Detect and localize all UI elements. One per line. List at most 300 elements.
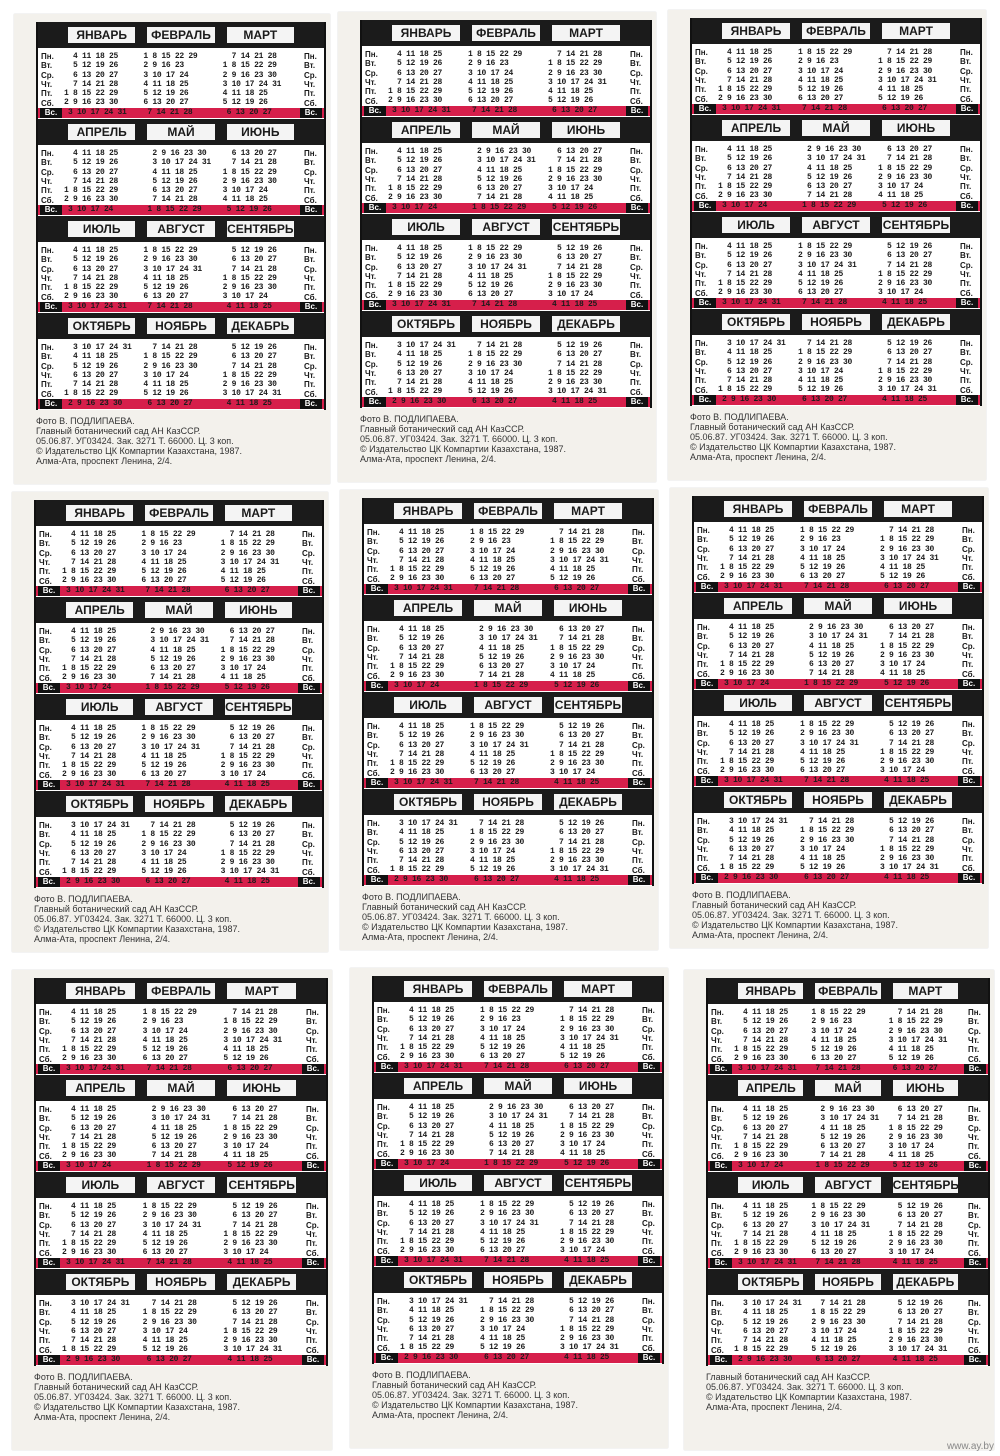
month-dates: 2 9 16 23 30 3 10 17 24 31 4 11 18 25 5 12 19 26 6 13 20 27 7 14 21 28 bbox=[150, 627, 209, 683]
sunday-dates: 5 12 19 26 bbox=[884, 679, 930, 688]
weekday-label: Вт. bbox=[695, 57, 707, 67]
weekday-label: Ср. bbox=[365, 359, 378, 369]
weekday-label: Пн. bbox=[39, 821, 52, 830]
sunday-label: Вс. bbox=[696, 582, 718, 592]
weekday-label: Пт. bbox=[630, 281, 642, 291]
weekday-label: Сб. bbox=[642, 1052, 655, 1062]
month-dates: 4 11 18 25 5 12 19 26 6 13 20 27 7 14 21 28 1 8 15 22 29 2 9 16 23 30 bbox=[62, 530, 117, 586]
sunday-label: Вс. bbox=[964, 1355, 986, 1365]
quarter-block bbox=[708, 1075, 988, 1172]
sunday-label: Вс. bbox=[38, 1064, 60, 1074]
weekday-label: Пн. bbox=[630, 244, 643, 253]
calendar-card bbox=[350, 968, 668, 1448]
weekday-label: Сб. bbox=[302, 867, 315, 877]
weekday-label: Ср. bbox=[41, 361, 54, 371]
month-name: МАРТ bbox=[552, 25, 620, 41]
weekday-label: Пн. bbox=[306, 1202, 319, 1211]
month-name: СЕНТЯБРЬ bbox=[227, 222, 294, 236]
month-name: АВГУСТ bbox=[472, 219, 540, 235]
month-dates: 2 9 16 23 30 3 10 17 24 31 4 11 18 25 5 12 19 26 6 13 20 27 7 14 21 28 bbox=[152, 149, 211, 205]
sunday-label: Вс. bbox=[38, 1161, 60, 1171]
weekday-label: Пт. bbox=[377, 1334, 389, 1344]
weekday-label: Вт. bbox=[642, 1306, 654, 1316]
weekday-label: Пт. bbox=[711, 1142, 723, 1152]
month-name: СЕНТЯБРЬ bbox=[882, 218, 950, 232]
weekday-label: Сб. bbox=[697, 572, 710, 582]
weekday-label: Чт. bbox=[630, 271, 642, 281]
month-name: ДЕКАБРЬ bbox=[884, 792, 952, 808]
weekday-label: Пт. bbox=[960, 376, 972, 386]
weekday-label: Пн. bbox=[377, 1103, 390, 1112]
month-dates: 1 8 15 22 29 2 9 16 23 3 10 17 24 4 11 18 25 5 12 19 26 6 13 20 27 bbox=[800, 526, 855, 582]
month-name: МАРТ bbox=[882, 23, 950, 39]
weekday-label: Вт. bbox=[697, 826, 709, 836]
weekday-label: Пн. bbox=[367, 625, 380, 634]
month-dates: 7 14 21 28 1 8 15 22 29 2 9 16 23 30 3 10 17 24 4 11 18 25 5 12 19 26 bbox=[143, 343, 198, 399]
weekday-label: Пт. bbox=[642, 1237, 654, 1247]
month-name: ИЮНЬ bbox=[564, 1078, 632, 1094]
weekday-label: Вт. bbox=[630, 156, 642, 166]
weekday-label: Чт. bbox=[697, 553, 709, 563]
sunday-dates: 6 13 20 27 bbox=[224, 586, 270, 595]
weekday-label: Пн. bbox=[302, 821, 315, 830]
month-dates: 6 13 20 27 7 14 21 28 1 8 15 22 29 2 9 16 23 30 3 10 17 24 4 11 18 25 bbox=[220, 627, 275, 683]
weekday-label: Сб. bbox=[41, 292, 54, 302]
weekday-label: Пн. bbox=[962, 720, 975, 729]
weekday-label: Чт. bbox=[365, 271, 377, 281]
weekday-label: Пн. bbox=[306, 1105, 319, 1114]
sunday-dates: 3 10 17 24 31 bbox=[68, 108, 127, 117]
weekday-label: Вт. bbox=[695, 348, 707, 358]
weekday-label: Чт. bbox=[632, 749, 644, 759]
weekday-label: Ср. bbox=[711, 1317, 724, 1327]
month-dates: 1 8 15 22 29 2 9 16 23 30 3 10 17 24 31 4 11 18 25 5 12 19 26 6 13 20 27 bbox=[470, 722, 529, 778]
month-dates: 4 11 18 25 5 12 19 26 6 13 20 27 7 14 21 28 1 8 15 22 29 2 9 16 23 30 bbox=[388, 147, 443, 203]
month-name: ФЕВРАЛЬ bbox=[802, 23, 870, 39]
quarter-block bbox=[374, 1267, 662, 1364]
month-dates: 2 9 16 23 30 3 10 17 24 31 4 11 18 25 5 12 19 26 6 13 20 27 7 14 21 28 bbox=[809, 623, 868, 679]
weekday-label: Вт. bbox=[711, 1114, 723, 1124]
month-name: ДЕКАБРЬ bbox=[554, 794, 622, 810]
weekday-label: Ср. bbox=[630, 165, 643, 175]
month-dates: 7 14 21 28 1 8 15 22 29 2 9 16 23 30 3 10 17 24 4 11 18 25 5 12 19 26 bbox=[811, 1299, 866, 1355]
month-name: ФЕВРАЛЬ bbox=[147, 27, 214, 43]
sunday-dates: 7 14 21 28 bbox=[472, 300, 518, 309]
weekday-label: Вт. bbox=[41, 255, 53, 265]
month-name: ОКТЯБРЬ bbox=[392, 316, 460, 332]
quarter-block bbox=[364, 692, 652, 789]
weekday-label: Чт. bbox=[711, 1035, 723, 1045]
weekday-label: Чт. bbox=[367, 555, 379, 565]
watermark: www.ay.by bbox=[946, 1441, 994, 1452]
sunday-dates: 1 8 15 22 29 bbox=[146, 1161, 201, 1170]
month-name: МАЙ bbox=[147, 124, 214, 140]
month-name: НОЯБРЬ bbox=[815, 1274, 880, 1290]
weekday-label: Сб. bbox=[306, 1151, 319, 1161]
weekday-label: Вт. bbox=[711, 1308, 723, 1318]
month-name: МАЙ bbox=[147, 1080, 216, 1096]
weekday-label: Сб. bbox=[39, 1345, 52, 1355]
sunday-label: Вс. bbox=[302, 1258, 324, 1268]
sunday-dates: 2 9 16 23 30 bbox=[66, 1355, 121, 1364]
month-name: ИЮЛЬ bbox=[404, 1175, 472, 1191]
month-name: АПРЕЛЬ bbox=[392, 122, 460, 138]
sunday-label: Вс. bbox=[38, 683, 60, 693]
month-name: СЕНТЯБРЬ bbox=[554, 698, 622, 712]
weekday-label: Ср. bbox=[960, 163, 973, 173]
weekday-label: Сб. bbox=[377, 1343, 390, 1353]
sunday-label: Вс. bbox=[300, 399, 322, 409]
weekday-label: Пн. bbox=[367, 819, 380, 828]
weekday-label: Пн. bbox=[695, 339, 708, 348]
sunday-dates: 6 13 20 27 bbox=[804, 873, 850, 882]
sunday-row bbox=[364, 681, 652, 691]
weekday-label: Сб. bbox=[365, 96, 378, 106]
month-name: АВГУСТ bbox=[147, 221, 214, 237]
weekday-label: Пт. bbox=[306, 1336, 318, 1346]
weekday-label: Ср. bbox=[697, 544, 710, 554]
sunday-label: Вс. bbox=[626, 203, 648, 213]
weekday-label: Пн. bbox=[304, 52, 317, 61]
month-name: МАЙ bbox=[474, 600, 542, 616]
weekday-label: Ср. bbox=[39, 1123, 52, 1133]
weekday-label: Сб. bbox=[365, 193, 378, 203]
weekday-label: Чт. bbox=[39, 751, 51, 761]
weekday-label: Ср. bbox=[632, 837, 645, 847]
month-name: ИЮЛЬ bbox=[66, 699, 133, 715]
sunday-dates: 6 13 20 27 bbox=[564, 1062, 610, 1071]
month-dates: 2 9 16 23 30 3 10 17 24 31 4 11 18 25 5 12 19 26 6 13 20 27 7 14 21 28 bbox=[477, 147, 536, 203]
sunday-label: Вс. bbox=[694, 298, 716, 308]
month-dates: 2 9 16 23 30 3 10 17 24 31 4 11 18 25 5 12 19 26 6 13 20 27 7 14 21 28 bbox=[151, 1105, 211, 1161]
sunday-label: Вс. bbox=[694, 104, 716, 114]
weekday-label: Сб. bbox=[960, 385, 973, 395]
weekday-label: Пн. bbox=[962, 623, 975, 632]
weekday-label: Ср. bbox=[697, 738, 710, 748]
month-dates: 2 9 16 23 30 3 10 17 24 31 4 11 18 25 5 12 19 26 6 13 20 27 7 14 21 28 bbox=[820, 1105, 879, 1161]
weekday-label: Вт. bbox=[695, 154, 707, 164]
weekday-label: Чт. bbox=[697, 844, 709, 854]
weekday-label: Пн. bbox=[39, 1202, 52, 1211]
weekday-label: Пн. bbox=[630, 147, 643, 156]
month-dates: 1 8 15 22 29 2 9 16 23 3 10 17 24 4 11 18 25 5 12 19 26 6 13 20 27 bbox=[811, 1008, 866, 1064]
month-name: ДЕКАБРЬ bbox=[227, 318, 294, 334]
month-dates: 2 9 16 23 30 3 10 17 24 31 4 11 18 25 5 12 19 26 6 13 20 27 7 14 21 28 bbox=[479, 625, 538, 681]
weekday-label: Пт. bbox=[306, 1045, 318, 1055]
weekday-label: Чт. bbox=[39, 1132, 51, 1142]
sunday-dates: 4 11 18 25 bbox=[892, 1258, 938, 1267]
month-dates: 4 11 18 25 5 12 19 26 6 13 20 27 7 14 21 28 1 8 15 22 29 2 9 16 23 30 bbox=[718, 242, 773, 298]
weekday-label: Вт. bbox=[39, 830, 51, 840]
month-dates: 1 8 15 22 29 2 9 16 23 30 3 10 17 24 31 4 11 18 25 5 12 19 26 6 13 20 27 bbox=[480, 1200, 539, 1256]
weekday-label: Чт. bbox=[41, 176, 53, 186]
sunday-dates: 6 13 20 27 bbox=[882, 104, 928, 113]
weekday-label: Пт. bbox=[632, 565, 644, 575]
sunday-dates: 2 9 16 23 30 bbox=[404, 1353, 459, 1362]
month-name: АВГУСТ bbox=[804, 695, 872, 711]
calendar-grid bbox=[362, 498, 654, 886]
calendar-card bbox=[668, 10, 986, 480]
month-dates: 1 8 15 22 29 2 9 16 23 30 3 10 17 24 31 4 11 18 25 5 12 19 26 6 13 20 27 bbox=[141, 724, 200, 780]
month-name: СЕНТЯБРЬ bbox=[892, 1178, 960, 1192]
weekday-label: Вт. bbox=[968, 1017, 980, 1027]
weekday-label: Вт. bbox=[377, 1112, 389, 1122]
weekday-label: Пт. bbox=[632, 856, 644, 866]
weekday-label: Сб. bbox=[306, 1054, 319, 1064]
sunday-label: Вс. bbox=[38, 1355, 60, 1365]
weekday-label: Ср. bbox=[377, 1121, 390, 1131]
weekday-label: Вт. bbox=[304, 61, 316, 71]
sunday-label: Вс. bbox=[302, 1355, 324, 1365]
weekday-label: Чт. bbox=[304, 273, 316, 283]
sunday-label: Вс. bbox=[366, 778, 388, 788]
sunday-label: Вс. bbox=[38, 1258, 60, 1268]
weekday-label: Пн. bbox=[968, 1105, 981, 1114]
month-dates: 4 11 18 25 5 12 19 26 6 13 20 27 7 14 21 28 1 8 15 22 29 2 9 16 23 30 bbox=[718, 48, 773, 104]
month-name: ИЮНЬ bbox=[225, 602, 292, 618]
weekday-label: Ср. bbox=[39, 742, 52, 752]
weekday-label: Сб. bbox=[695, 94, 708, 104]
weekday-label: Чт. bbox=[960, 366, 972, 376]
month-dates: 5 12 19 26 6 13 20 27 7 14 21 28 1 8 15 22 29 2 9 16 23 30 3 10 17 24 31 bbox=[223, 1299, 282, 1355]
month-name: ФЕВРАЛЬ bbox=[804, 501, 872, 517]
weekday-label: Пн. bbox=[632, 625, 645, 634]
weekday-label: Пн. bbox=[711, 1202, 724, 1211]
month-name: АПРЕЛЬ bbox=[394, 600, 462, 616]
weekday-label: Сб. bbox=[968, 1151, 981, 1161]
sunday-dates: 3 10 17 24 bbox=[404, 1159, 450, 1168]
imprint-text: Фото В. ПОДЛИПАЕВА. Главный ботанический сад АН КазССР. 05.06.87. УГ03424. Зак. 3271 Т. 66000. Ц. 3 коп. © Издательство ЦК Компартии Казахстана, 1987. Алма-Ата, проспект Ленина, 2/4. bbox=[372, 1370, 578, 1420]
sunday-dates: 3 10 17 24 31 bbox=[392, 106, 451, 115]
sunday-dates: 3 10 17 24 31 bbox=[66, 1064, 125, 1073]
sunday-row bbox=[692, 201, 980, 211]
weekday-label: Пт. bbox=[39, 1142, 51, 1152]
quarter-block bbox=[708, 978, 988, 1075]
month-dates: 4 11 18 25 5 12 19 26 6 13 20 27 7 14 21 28 1 8 15 22 29 2 9 16 23 30 bbox=[720, 526, 775, 582]
weekday-label: Чт. bbox=[630, 77, 642, 87]
weekday-label: Ср. bbox=[39, 548, 52, 558]
sunday-label: Вс. bbox=[38, 877, 60, 887]
month-name: ДЕКАБРЬ bbox=[227, 1274, 296, 1290]
sunday-row bbox=[38, 108, 324, 118]
weekday-label: Пт. bbox=[642, 1140, 654, 1150]
sunday-dates: 3 10 17 24 31 bbox=[738, 1064, 797, 1073]
weekday-label: Пт. bbox=[304, 283, 316, 293]
weekday-label: Пт. bbox=[39, 761, 51, 771]
weekday-label: Вт. bbox=[630, 253, 642, 263]
month-name: ДЕКАБРЬ bbox=[882, 314, 950, 330]
weekday-label: Пн. bbox=[365, 244, 378, 253]
sunday-label: Вс. bbox=[638, 1256, 660, 1266]
quarter-block bbox=[38, 216, 324, 313]
month-dates: 4 11 18 25 5 12 19 26 6 13 20 27 7 14 21 28 1 8 15 22 29 2 9 16 23 30 bbox=[734, 1202, 789, 1258]
weekday-label: Ср. bbox=[630, 262, 643, 272]
weekday-label: Ср. bbox=[39, 1317, 52, 1327]
weekday-label: Вт. bbox=[306, 1211, 318, 1221]
month-name: ФЕВРАЛЬ bbox=[815, 983, 880, 999]
month-name: ОКТЯБРЬ bbox=[404, 1272, 472, 1288]
month-name: АВГУСТ bbox=[474, 697, 542, 713]
month-dates: 2 9 16 23 30 3 10 17 24 31 4 11 18 25 5 12 19 26 6 13 20 27 7 14 21 28 bbox=[807, 145, 866, 201]
weekday-label: Сб. bbox=[39, 867, 52, 877]
weekday-label: Ср. bbox=[302, 645, 315, 655]
sunday-row bbox=[692, 104, 980, 114]
sunday-dates: 1 8 15 22 29 bbox=[147, 205, 202, 214]
weekday-label: Ср. bbox=[642, 1218, 655, 1228]
sunday-dates: 6 13 20 27 bbox=[815, 1355, 861, 1364]
month-dates: 5 12 19 26 6 13 20 27 7 14 21 28 1 8 15 22 29 2 9 16 23 30 3 10 17 24 31 bbox=[220, 821, 280, 877]
month-name: ИЮЛЬ bbox=[392, 219, 460, 235]
sunday-dates: 4 11 18 25 bbox=[564, 1256, 610, 1265]
sunday-label: Вс. bbox=[696, 776, 718, 786]
sunday-row bbox=[36, 1064, 326, 1074]
month-dates: 7 14 21 28 1 8 15 22 29 2 9 16 23 30 3 10 17 24 4 11 18 25 5 12 19 26 bbox=[800, 817, 855, 873]
sunday-dates: 3 10 17 24 31 bbox=[722, 104, 781, 113]
weekday-label: Сб. bbox=[962, 572, 975, 582]
weekday-label: Чт. bbox=[39, 1326, 51, 1336]
sunday-row bbox=[36, 1355, 326, 1365]
sunday-dates: 1 8 15 22 29 bbox=[472, 203, 527, 212]
weekday-label: Чт. bbox=[304, 79, 316, 89]
month-name: АПРЕЛЬ bbox=[66, 1080, 135, 1096]
sunday-label: Вс. bbox=[956, 104, 978, 114]
weekday-label: Пн. bbox=[367, 722, 380, 731]
month-name: НОЯБРЬ bbox=[147, 1274, 216, 1290]
weekday-label: Ср. bbox=[711, 1220, 724, 1230]
quarter-block bbox=[36, 1075, 326, 1172]
weekday-label: Сб. bbox=[304, 292, 317, 302]
month-name: ИЮЛЬ bbox=[722, 217, 790, 233]
weekday-label: Пн. bbox=[41, 343, 54, 352]
quarter-block bbox=[708, 1269, 988, 1366]
sunday-dates: 6 13 20 27 bbox=[484, 1353, 530, 1362]
weekday-label: Сб. bbox=[367, 574, 380, 584]
month-dates: 4 11 18 25 5 12 19 26 6 13 20 27 7 14 21 28 1 8 15 22 29 2 9 16 23 30 bbox=[62, 627, 117, 683]
sunday-dates: 6 13 20 27 bbox=[226, 108, 272, 117]
sunday-dates: 2 9 16 23 30 bbox=[68, 399, 123, 408]
month-dates: 1 8 15 22 29 2 9 16 23 3 10 17 24 4 11 18 25 5 12 19 26 6 13 20 27 bbox=[468, 50, 523, 106]
sunday-label: Вс. bbox=[964, 1258, 986, 1268]
imprint-text: Фото В. ПОДЛИПАЕВА. Главный ботанический сад АН КазССР. 05.06.87. УГ03424. Зак. 3271 Т. 66000. Ц. 3 коп. © Издательство ЦК Компартии Казахстана, 1987. Алма-Ата, проспект Ленина, 2/4. bbox=[34, 894, 240, 944]
weekday-label: Пн. bbox=[962, 817, 975, 826]
month-dates: 1 8 15 22 29 2 9 16 23 30 3 10 17 24 31 4 11 18 25 5 12 19 26 6 13 20 27 bbox=[143, 246, 202, 302]
weekday-label: Сб. bbox=[711, 1345, 724, 1355]
month-name: ИЮЛЬ bbox=[68, 221, 135, 237]
month-dates: 5 12 19 26 6 13 20 27 7 14 21 28 1 8 15 22 29 2 9 16 23 30 3 10 17 24 31 bbox=[222, 343, 282, 399]
weekday-label: Вт. bbox=[39, 733, 51, 743]
weekday-label: Сб. bbox=[695, 288, 708, 298]
weekday-label: Сб. bbox=[968, 1054, 981, 1064]
month-dates: 4 11 18 25 5 12 19 26 6 13 20 27 7 14 21 28 1 8 15 22 29 2 9 16 23 30 bbox=[64, 149, 119, 205]
weekday-label: Чт. bbox=[711, 1132, 723, 1142]
sunday-dates: 3 10 17 24 31 bbox=[66, 1258, 125, 1267]
weekday-label: Пт. bbox=[697, 854, 709, 864]
month-name: НОЯБРЬ bbox=[474, 794, 542, 810]
quarter-block bbox=[38, 313, 324, 410]
sunday-label: Вс. bbox=[40, 399, 62, 409]
weekday-label: Ср. bbox=[306, 1317, 319, 1327]
sunday-dates: 6 13 20 27 bbox=[146, 1355, 192, 1364]
weekday-label: Пт. bbox=[41, 380, 53, 390]
month-name: АПРЕЛЬ bbox=[66, 602, 133, 618]
weekday-label: Ср. bbox=[695, 66, 708, 76]
sunday-row bbox=[374, 1353, 662, 1363]
sunday-row bbox=[374, 1159, 662, 1169]
month-name: ЯНВАРЬ bbox=[66, 983, 135, 999]
sunday-label: Вс. bbox=[958, 776, 980, 786]
month-name: ИЮНЬ bbox=[884, 598, 952, 614]
weekday-label: Пн. bbox=[642, 1297, 655, 1306]
weekday-label: Ср. bbox=[365, 165, 378, 175]
sunday-dates: 3 10 17 24 31 bbox=[66, 780, 125, 789]
sunday-dates: 6 13 20 27 bbox=[884, 582, 930, 591]
weekday-label: Сб. bbox=[41, 389, 54, 399]
month-name: ЯНВАРЬ bbox=[404, 981, 472, 997]
weekday-label: Ср. bbox=[365, 262, 378, 272]
weekday-label: Пн. bbox=[304, 343, 317, 352]
sunday-dates: 4 11 18 25 bbox=[224, 877, 270, 886]
weekday-label: Пн. bbox=[697, 526, 710, 535]
sunday-dates: 4 11 18 25 bbox=[884, 776, 930, 785]
weekday-label: Чт. bbox=[630, 174, 642, 184]
month-name: ИЮНЬ bbox=[552, 122, 620, 138]
sunday-dates: 5 12 19 26 bbox=[554, 681, 600, 690]
weekday-label: Чт. bbox=[968, 1229, 980, 1239]
month-name: ЯНВАРЬ bbox=[724, 501, 792, 517]
month-name: СЕНТЯБРЬ bbox=[884, 696, 952, 710]
sunday-row bbox=[364, 875, 652, 885]
quarter-block bbox=[374, 1170, 662, 1267]
sunday-label: Вс. bbox=[40, 302, 62, 312]
month-dates: 1 8 15 22 29 2 9 16 23 30 3 10 17 24 31 4 11 18 25 5 12 19 26 6 13 20 27 bbox=[798, 242, 857, 298]
weekday-label: Вт. bbox=[962, 826, 974, 836]
weekday-label: Ср. bbox=[630, 359, 643, 369]
weekday-label: Пт. bbox=[711, 1336, 723, 1346]
month-name: ФЕВРАЛЬ bbox=[147, 983, 216, 999]
sunday-row bbox=[36, 1161, 326, 1171]
month-dates: 1 8 15 22 29 2 9 16 23 3 10 17 24 4 11 18 25 5 12 19 26 6 13 20 27 bbox=[798, 48, 853, 104]
sunday-row bbox=[694, 582, 982, 592]
weekday-label: Чт. bbox=[642, 1130, 654, 1140]
month-dates: 3 10 17 24 31 4 11 18 25 5 12 19 26 6 13 20 27 7 14 21 28 1 8 15 22 29 bbox=[734, 1299, 802, 1355]
weekday-label: Сб. bbox=[377, 1052, 390, 1062]
weekday-label: Пн. bbox=[302, 530, 315, 539]
sunday-label: Вс. bbox=[366, 681, 388, 691]
weekday-label: Сб. bbox=[39, 770, 52, 780]
weekday-label: Пн. bbox=[632, 528, 645, 537]
month-name: АВГУСТ bbox=[802, 217, 870, 233]
weekday-label: Ср. bbox=[41, 70, 54, 80]
sunday-dates: 5 12 19 26 bbox=[892, 1161, 938, 1170]
weekday-label: Вт. bbox=[377, 1209, 389, 1219]
month-name: СЕНТЯБРЬ bbox=[228, 1178, 295, 1192]
weekday-label: Чт. bbox=[365, 77, 377, 87]
weekday-label: Чт. bbox=[367, 652, 379, 662]
month-name: ДЕКАБРЬ bbox=[225, 796, 292, 812]
month-name: ИЮНЬ bbox=[227, 124, 294, 140]
sunday-dates: 3 10 17 24 31 bbox=[738, 1258, 797, 1267]
sunday-dates: 3 10 17 24 bbox=[724, 679, 770, 688]
month-name: ФЕВРАЛЬ bbox=[472, 25, 540, 41]
sunday-label: Вс. bbox=[298, 586, 320, 596]
weekday-label: Ср. bbox=[39, 839, 52, 849]
sunday-dates: 7 14 21 28 bbox=[472, 106, 518, 115]
weekday-label: Пт. bbox=[711, 1045, 723, 1055]
sunday-dates: 6 13 20 27 bbox=[472, 397, 518, 406]
weekday-label: Вт. bbox=[697, 535, 709, 545]
weekday-label: Пт. bbox=[39, 1239, 51, 1249]
weekday-label: Сб. bbox=[632, 671, 645, 681]
